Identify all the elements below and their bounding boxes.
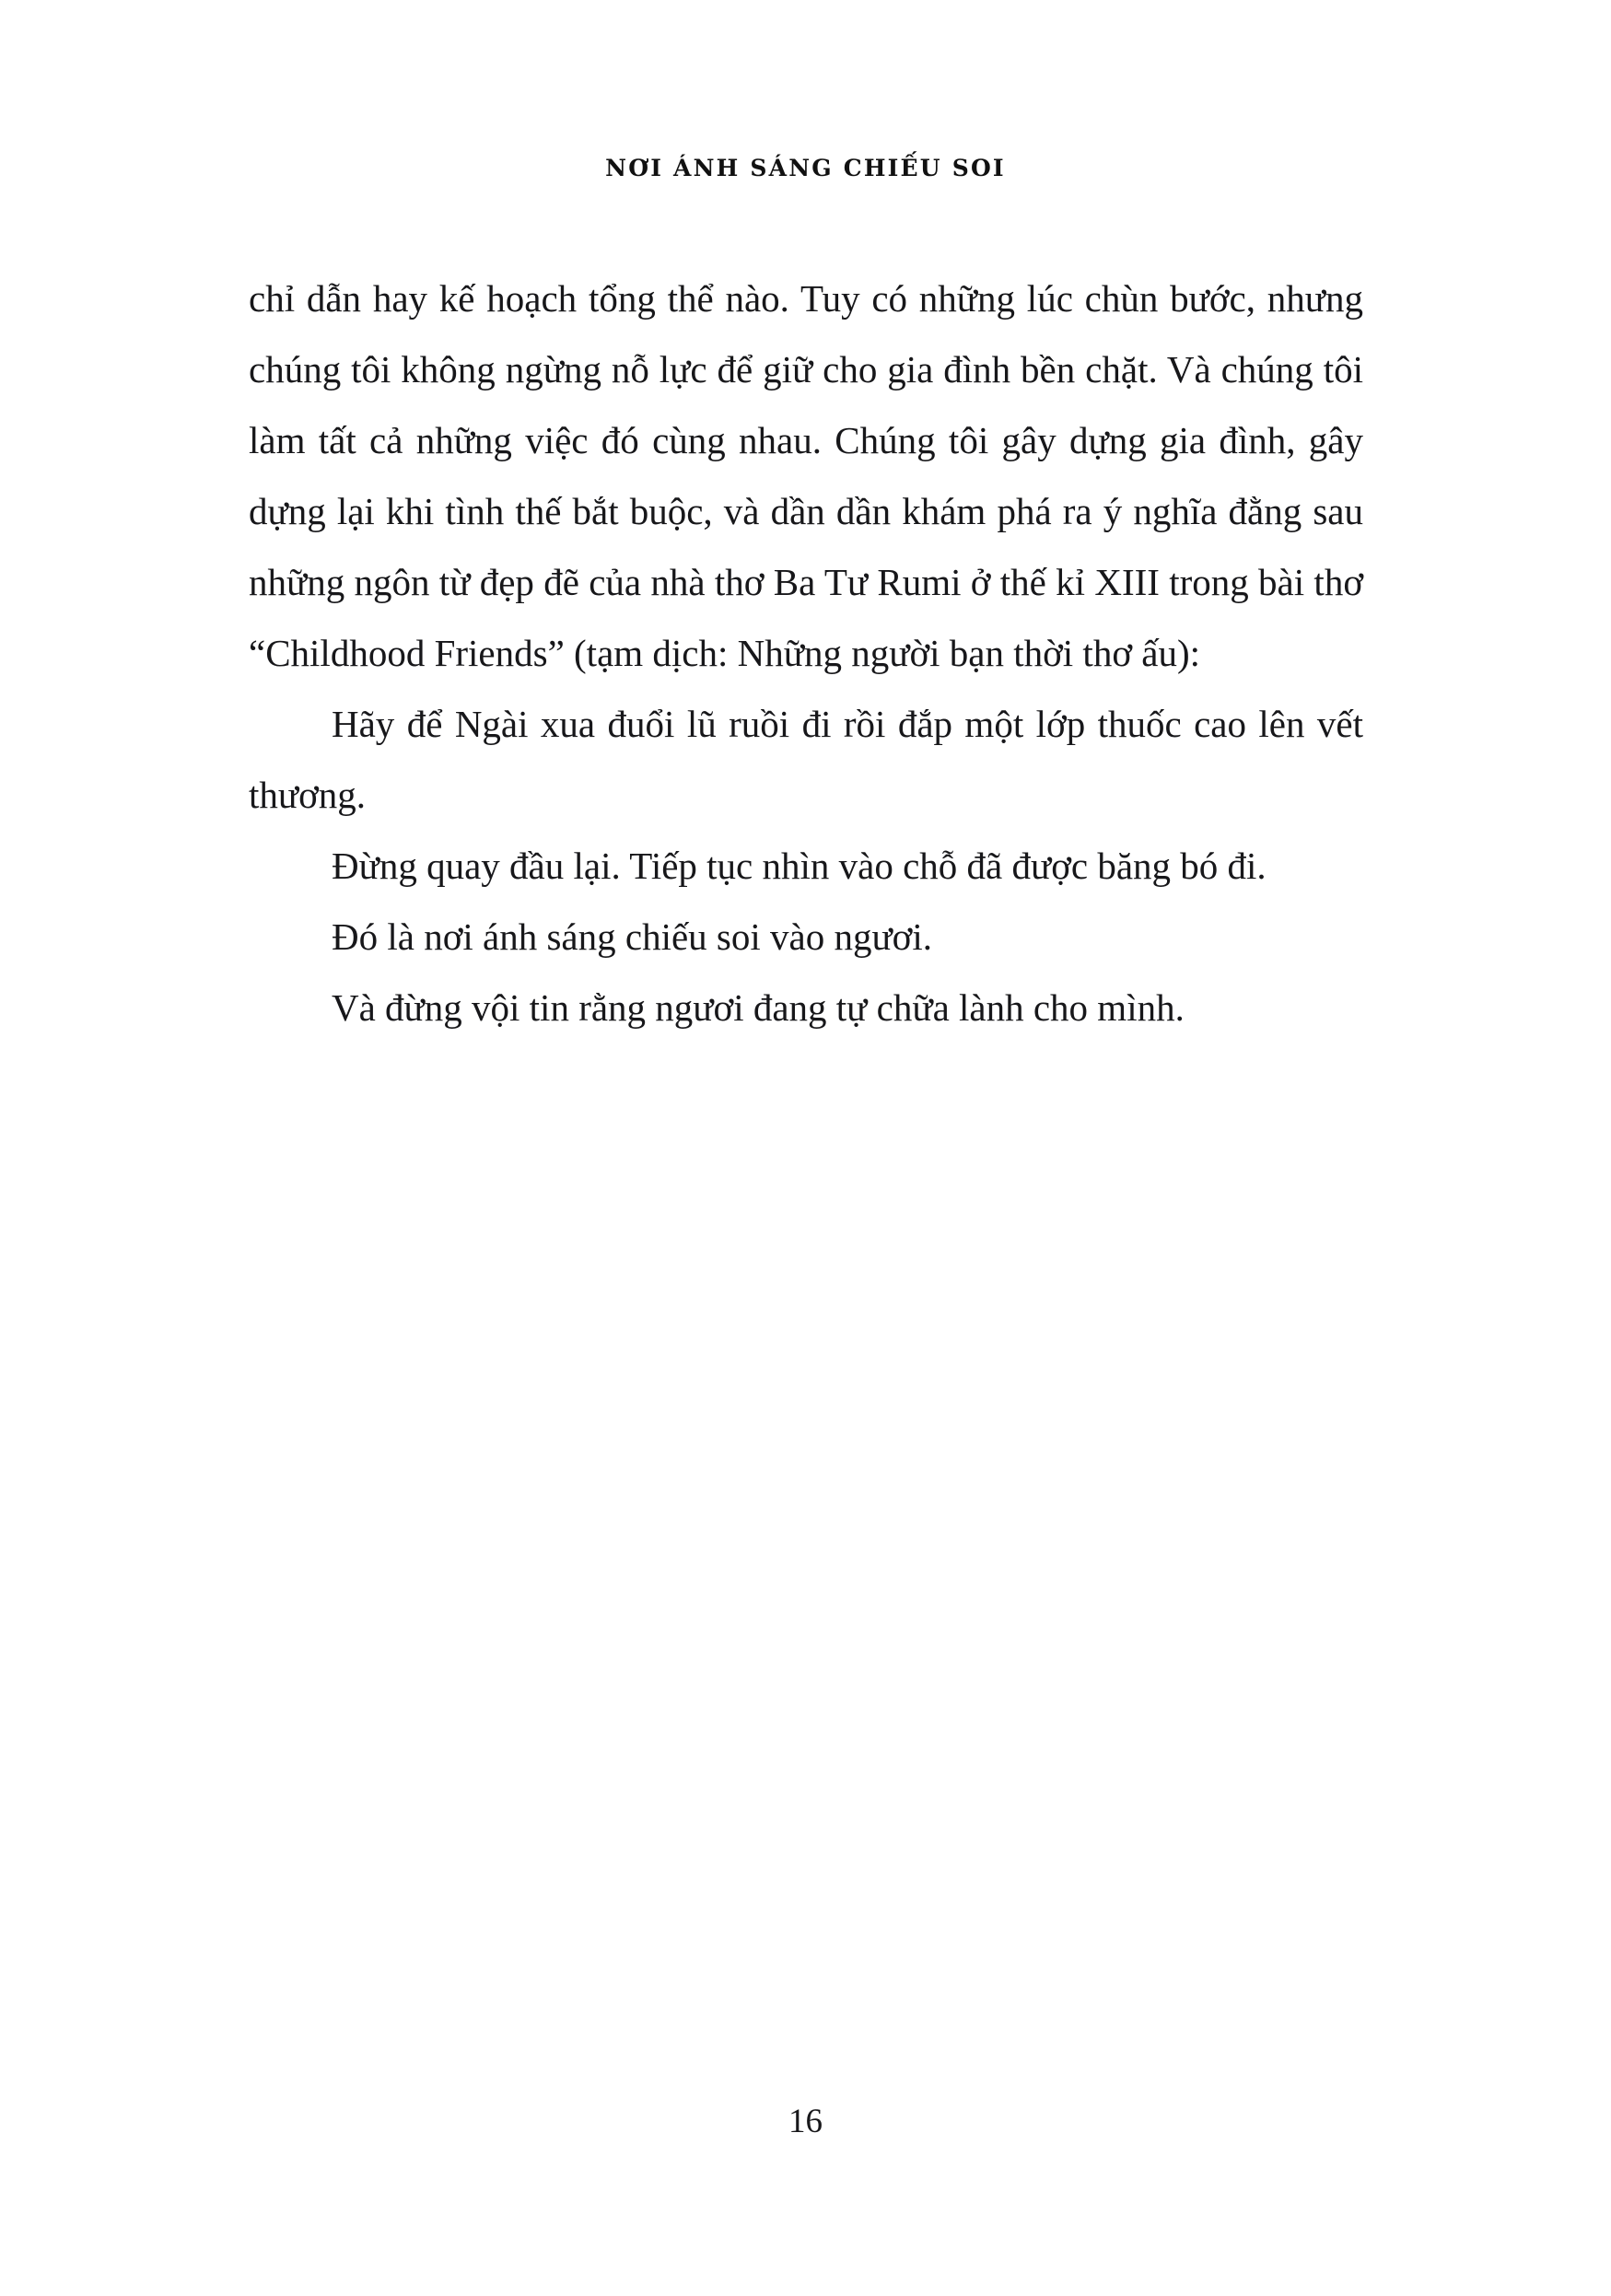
paragraph: Đừng quay đầu lại. Tiếp tục nhìn vào chỗ đã được băng bó đi.	[332, 845, 1267, 887]
page-number: 16	[788, 2103, 823, 2140]
paragraph: chỉ dẫn hay kế hoạch tổng thể nào. Tuy có những lúc chùn bước, nhưng chúng tôi không ngừng nỗ lực để giữ cho gia đình bền chặt. Và chúng tôi làm tất cả những việc đó cùng nhau. Chúng tôi gây dựng gia đình, gây dựng lại khi tình thế bắt buộc, và dần dần khám phá ra ý nghĩa đằng sau những ngôn từ đẹp đẽ của nhà thơ Ba Tư Rumi ở thế kỉ XIII trong bài thơ “Childhood Friends” (tạm dịch: Những người bạn thời thơ ấu):	[249, 277, 1363, 674]
paragraph: Hãy để Ngài xua đuổi lũ ruồi đi rồi đắp một lớp thuốc cao lên vết thương.	[249, 703, 1363, 816]
paragraph: Đó là nơi ánh sáng chiếu soi vào ngươi.	[332, 915, 932, 958]
running-head: NƠI ÁNH SÁNG CHIẾU SOI	[605, 155, 1006, 181]
paragraph: Và đừng vội tin rằng ngươi đang tự chữa lành cho mình.	[332, 986, 1185, 1029]
page-body	[249, 263, 1363, 1043]
